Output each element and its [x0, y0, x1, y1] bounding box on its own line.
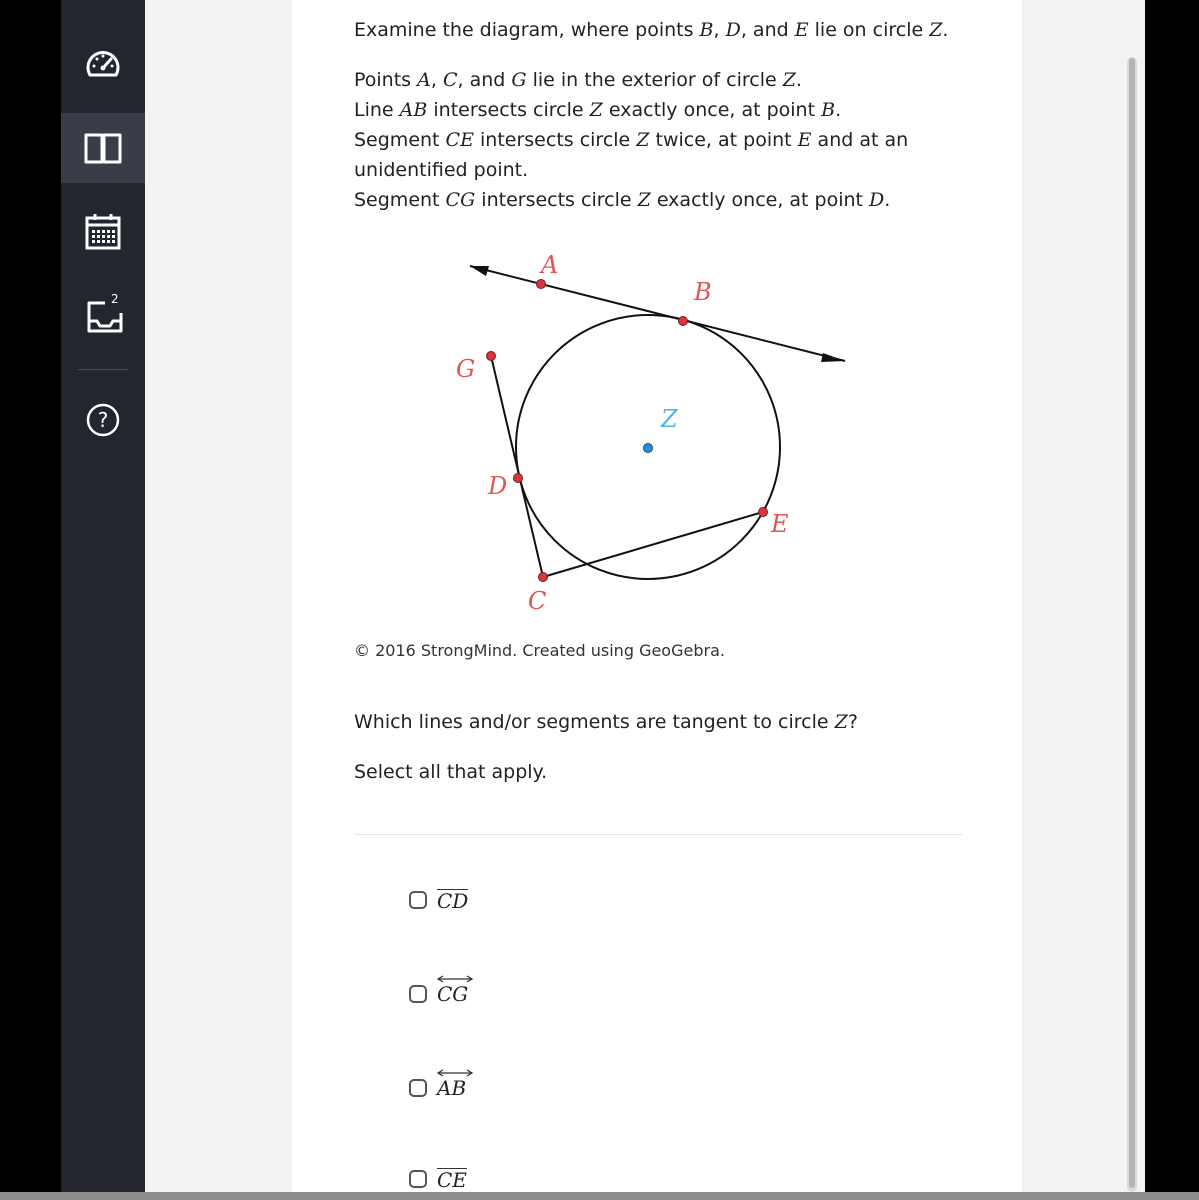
checkbox[interactable] — [409, 891, 427, 909]
answer-option-cd[interactable] — [409, 884, 468, 916]
checkbox[interactable] — [409, 985, 427, 1003]
point-e — [759, 508, 768, 517]
question-instruction: Select all that apply. — [354, 761, 548, 783]
arrow-head-left-icon — [470, 266, 489, 276]
question-condition-1: Points A, C, and G lie in the exterior of circle Z. — [354, 69, 802, 91]
point-c — [539, 573, 548, 582]
answer-option-ce[interactable] — [409, 1163, 467, 1195]
bottom-edge-bar — [0, 1192, 1199, 1200]
question-condition-3: Segment CE intersects circle Z twice, at point E and at an unidentified point. — [354, 129, 909, 181]
label-z: Z — [661, 405, 678, 433]
segment-ce — [543, 512, 763, 577]
center-z — [644, 444, 653, 453]
label-c: C — [528, 587, 547, 615]
answer-option-cg[interactable] — [409, 978, 468, 1010]
question-intro: Examine the diagram, where points B, D, and E lie on circle Z. — [354, 19, 949, 41]
option-label: CD — [437, 889, 469, 913]
arrow-head-right-icon — [821, 353, 845, 362]
double-arrow-icon — [437, 1069, 473, 1077]
option-label: CE — [437, 1168, 467, 1192]
label-b: B — [694, 278, 712, 306]
point-g — [487, 352, 496, 361]
question-prompt: Which lines and/or segments are tangent to circle Z? — [354, 711, 858, 733]
point-d — [514, 474, 523, 483]
option-label: CG — [437, 982, 468, 1006]
label-g: G — [456, 355, 476, 383]
label-e: E — [771, 510, 789, 538]
line-ab — [470, 266, 845, 361]
label-d: D — [488, 472, 508, 500]
answer-option-ab[interactable] — [409, 1072, 466, 1104]
image-credit: © 2016 StrongMind. Created using GeoGebra. — [354, 641, 725, 660]
question-condition-4: Segment CG intersects circle Z exactly once, at point D. — [354, 189, 891, 211]
divider — [354, 834, 962, 835]
inbox-badge: 2 — [111, 292, 119, 306]
double-arrow-icon — [437, 975, 473, 983]
point-b — [679, 317, 688, 326]
label-a: A — [541, 251, 559, 279]
question-condition-2: Line AB intersects circle Z exactly once, at point B. — [354, 99, 842, 121]
segment-cg — [491, 356, 543, 577]
svg-text:?: ? — [97, 408, 109, 432]
checkbox[interactable] — [409, 1170, 427, 1188]
checkbox[interactable] — [409, 1079, 427, 1097]
option-label: AB — [437, 1076, 466, 1100]
point-a — [537, 280, 546, 289]
